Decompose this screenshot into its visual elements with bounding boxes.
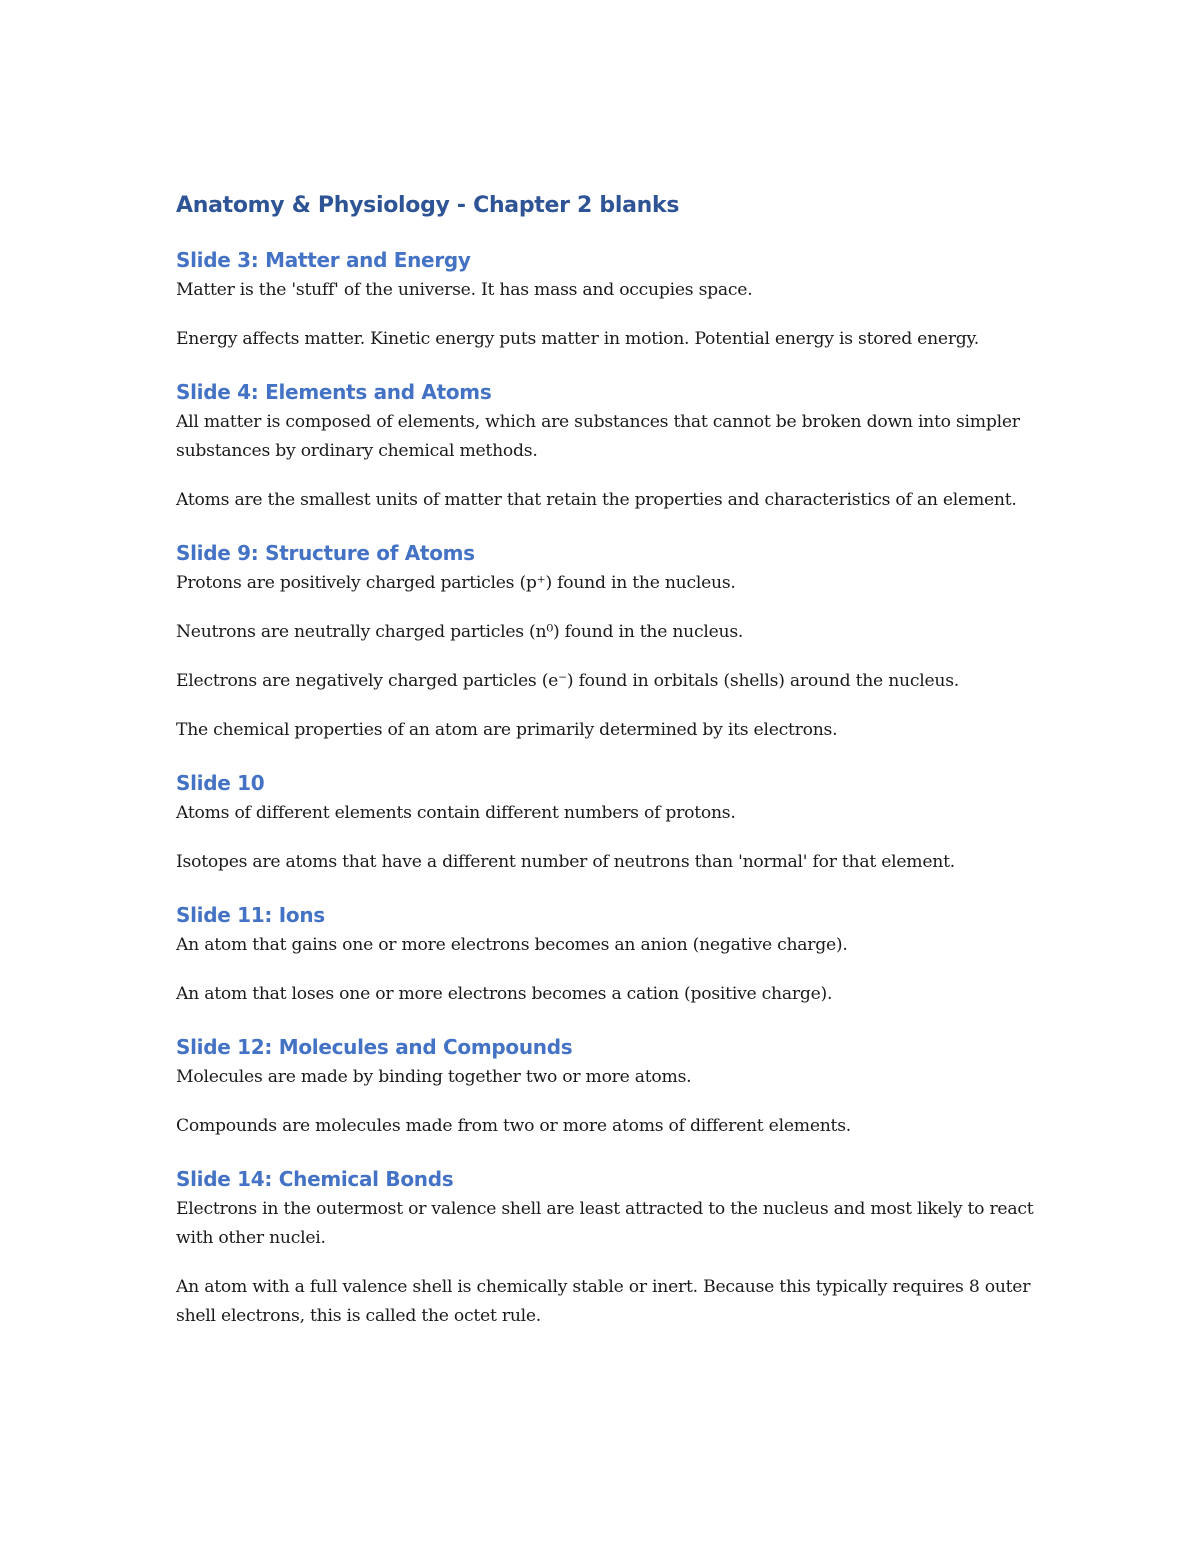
section-elements-atoms (176, 376, 1036, 515)
paragraph: An atom with a full valence shell is chemically stable or inert. Because this typically requires 8 outer shell electrons, this is called the octet rule. (176, 1277, 1031, 1326)
paragraph: An atom that loses one or more electrons becomes a cation (positive charge). (176, 984, 833, 1004)
paragraph: Electrons are negatively charged particles (e⁻) found in orbitals (shells) around the nucleus. (176, 671, 959, 691)
section-heading: Slide 12: Molecules and Compounds (176, 1035, 573, 1059)
section-structure-atoms (176, 537, 1036, 745)
section-ions (176, 899, 1036, 1009)
paragraph: Electrons in the outermost or valence shell are least attracted to the nucleus and most likely to react with other nuclei. (176, 1199, 1034, 1248)
document-body (176, 190, 1036, 1353)
paragraph: Protons are positively charged particles (p⁺) found in the nucleus. (176, 573, 736, 593)
section-chemical-bonds (176, 1163, 1036, 1331)
section-heading: Slide 4: Elements and Atoms (176, 380, 492, 404)
section-matter-energy (176, 244, 1036, 354)
paragraph: Compounds are molecules made from two or more atoms of different elements. (176, 1116, 852, 1136)
section-molecules-compounds (176, 1031, 1036, 1141)
paragraph: All matter is composed of elements, which are substances that cannot be broken down into simpler substances by ordinary chemical methods. (176, 412, 1020, 461)
paragraph: Energy affects matter. Kinetic energy puts matter in motion. Potential energy is stored energy. (176, 329, 979, 349)
paragraph: The chemical properties of an atom are primarily determined by its electrons. (176, 720, 838, 740)
paragraph: Molecules are made by binding together two or more atoms. (176, 1067, 692, 1087)
document-title: Anatomy & Physiology - Chapter 2 blanks (176, 193, 680, 218)
paragraph: Matter is the 'stuff' of the universe. It has mass and occupies space. (176, 280, 753, 300)
paragraph: Neutrons are neutrally charged particles (n⁰) found in the nucleus. (176, 622, 744, 642)
paragraph: Atoms of different elements contain different numbers of protons. (176, 803, 736, 823)
paragraph: Isotopes are atoms that have a different number of neutrons than 'normal' for that element. (176, 852, 955, 872)
paragraph: An atom that gains one or more electrons becomes an anion (negative charge). (176, 935, 848, 955)
section-heading: Slide 3: Matter and Energy (176, 248, 471, 272)
paragraph: Atoms are the smallest units of matter that retain the properties and characteristics of an element. (176, 490, 1017, 510)
section-slide-10 (176, 767, 1036, 877)
section-heading: Slide 14: Chemical Bonds (176, 1167, 454, 1191)
section-heading: Slide 11: Ions (176, 903, 325, 927)
section-heading: Slide 10 (176, 771, 265, 795)
section-heading: Slide 9: Structure of Atoms (176, 541, 475, 565)
